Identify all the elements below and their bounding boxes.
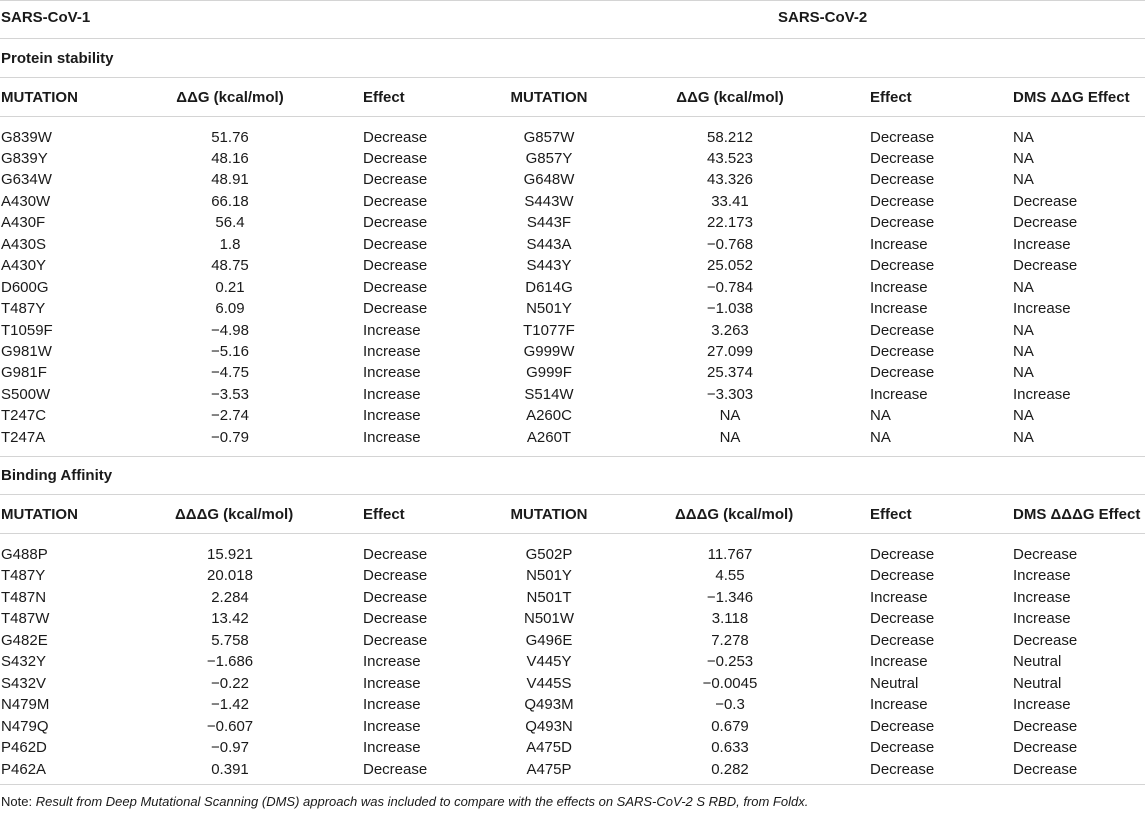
table-cell: 56.4 — [215, 214, 245, 232]
table-cell: Decrease — [363, 300, 428, 318]
table-cell: N501Y — [526, 567, 572, 584]
table-row — [0, 191, 1145, 213]
table-cell: −1.42 — [211, 696, 249, 713]
table-row — [0, 362, 1145, 384]
table-row — [0, 651, 1145, 673]
table-cell: 6.09 — [215, 300, 245, 318]
top-rule — [0, 0, 1145, 1]
table-cell: Decrease — [363, 214, 428, 232]
table-cell: Decrease — [1013, 545, 1078, 563]
table-cell: T247C — [1, 407, 47, 425]
table-cell: 2.284 — [211, 588, 249, 606]
table-cell: Decrease — [870, 631, 935, 649]
table-cell: T1059F — [1, 321, 53, 339]
table-cell: 0.21 — [215, 278, 245, 296]
table-cell: A260T — [526, 428, 572, 446]
table-cell: Increase — [363, 407, 421, 425]
table-cell: G502P — [525, 545, 573, 563]
table-cell: G999W — [523, 343, 575, 360]
table-cell: V445Y — [526, 653, 572, 670]
table-row — [0, 298, 1145, 320]
table-row — [0, 694, 1145, 716]
table-cell: N479M — [1, 696, 50, 713]
table-cell: Decrease — [363, 257, 428, 275]
table-cell: G981F — [1, 364, 47, 382]
table-cell: Increase — [870, 696, 928, 713]
table-cell: N501W — [523, 610, 575, 627]
virus-header-sars-cov-2: SARS-CoV-2 — [778, 9, 868, 26]
table-cell: A260C — [526, 407, 572, 425]
table-cell: V445S — [526, 674, 572, 692]
table-cell: Increase — [1013, 588, 1071, 606]
table-cell: S432Y — [1, 653, 47, 670]
table-cell: G857W — [523, 128, 575, 146]
table-cell: NA — [1013, 171, 1034, 189]
table-cell: Decrease — [1013, 760, 1078, 778]
table-cell: Neutral — [1013, 674, 1062, 692]
table-cell: −3.53 — [211, 385, 249, 403]
column-header: DMS ΔΔΔG Effect — [1013, 506, 1141, 523]
table-cell: Decrease — [870, 257, 935, 275]
table-cell: 43.326 — [707, 171, 753, 189]
table-cell: Decrease — [870, 321, 935, 339]
table-footnote — [1, 793, 808, 810]
table-row — [0, 148, 1145, 170]
column-header: Effect — [363, 506, 405, 523]
table-cell: 4.55 — [715, 567, 745, 584]
virus-header-sars-cov-1: SARS-CoV-1 — [1, 9, 91, 26]
column-header: ΔΔΔG (kcal/mol) — [675, 506, 794, 523]
table-cell: NA — [1013, 128, 1034, 146]
table-cell: NA — [1013, 407, 1034, 425]
table-cell: Increase — [870, 385, 928, 403]
table-cell: D600G — [1, 278, 49, 296]
table-cell: −4.98 — [211, 321, 249, 339]
table-cell: A430W — [1, 192, 51, 210]
column-header-rule — [0, 116, 1145, 117]
table-cell: 20.018 — [207, 567, 253, 584]
footnote-label: Note: — [1, 794, 33, 809]
table-cell: NA — [1013, 278, 1034, 296]
table-cell: 27.099 — [707, 343, 753, 360]
column-header: Effect — [870, 506, 912, 523]
table-row — [0, 759, 1145, 781]
table-cell: Decrease — [1013, 192, 1078, 210]
table-cell: Decrease — [870, 610, 935, 627]
table-cell: Decrease — [363, 171, 428, 189]
table-cell: 0.391 — [211, 760, 249, 778]
table-cell: T487W — [1, 610, 50, 627]
table-cell: N501T — [526, 588, 572, 606]
table-cell: A430F — [1, 214, 46, 232]
table-cell: Q493M — [524, 696, 574, 713]
table-cell: 48.91 — [211, 171, 249, 189]
table-cell: −3.303 — [706, 385, 754, 403]
table-row — [0, 277, 1145, 299]
column-header: MUTATION — [510, 89, 588, 106]
table-cell: NA — [1013, 343, 1034, 360]
table-cell: Decrease — [870, 545, 935, 563]
table-cell: Decrease — [1013, 739, 1078, 756]
table-cell: G839W — [1, 128, 52, 146]
table-cell: 48.16 — [211, 149, 249, 167]
stability-column-headers — [0, 87, 1145, 109]
column-header: ΔΔG (kcal/mol) — [676, 89, 784, 106]
table-row — [0, 608, 1145, 630]
table-cell: −0.79 — [211, 428, 249, 446]
table-cell: Decrease — [870, 343, 935, 360]
table-row — [0, 673, 1145, 695]
column-header: Effect — [363, 89, 405, 106]
table-cell: P462D — [1, 739, 47, 756]
table-cell: 33.41 — [711, 192, 749, 210]
table-cell: 3.118 — [711, 610, 749, 627]
table-cell: Increase — [1013, 610, 1071, 627]
table-cell: S443A — [526, 235, 572, 253]
table-cell: Decrease — [363, 760, 428, 778]
column-header-rule — [0, 533, 1145, 534]
table-cell: 1.8 — [219, 235, 241, 253]
table-cell: Increase — [363, 696, 421, 713]
column-header: Effect — [870, 89, 912, 106]
table-cell: Decrease — [363, 128, 428, 146]
table-cell: −1.346 — [706, 588, 754, 606]
table-cell: Increase — [870, 278, 928, 296]
table-row — [0, 341, 1145, 363]
table-cell: NA — [1013, 428, 1034, 446]
column-header: ΔΔG (kcal/mol) — [176, 89, 284, 106]
table-cell: 3.263 — [711, 321, 749, 339]
table-cell: 48.75 — [211, 257, 249, 275]
table-cell: T487Y — [1, 300, 46, 318]
table-row — [0, 427, 1145, 449]
table-cell: P462A — [1, 760, 47, 778]
table-cell: 5.758 — [211, 631, 249, 649]
table-cell: Increase — [1013, 567, 1071, 584]
table-cell: T487N — [1, 588, 47, 606]
table-cell: −0.3 — [715, 696, 745, 713]
table-cell: 43.523 — [707, 149, 753, 167]
table-cell: Decrease — [1013, 631, 1078, 649]
table-cell: Increase — [363, 428, 421, 446]
table-cell: 0.679 — [711, 717, 749, 735]
table-cell: Increase — [363, 364, 421, 382]
table-cell: Increase — [870, 588, 928, 606]
table-cell: Q493N — [525, 717, 573, 735]
table-cell: −2.74 — [211, 407, 249, 425]
column-header: MUTATION — [510, 506, 588, 523]
table-cell: G857Y — [525, 149, 573, 167]
column-header: MUTATION — [1, 506, 78, 523]
table-row — [0, 737, 1145, 759]
table-cell: −0.22 — [211, 674, 249, 692]
table-cell: G482E — [1, 631, 48, 649]
table-cell: Decrease — [363, 567, 428, 584]
table-cell: −0.97 — [211, 739, 249, 756]
table-cell: Decrease — [363, 278, 428, 296]
table-cell: G488P — [1, 545, 48, 563]
table-cell: N479Q — [1, 717, 49, 735]
table-cell: Increase — [1013, 300, 1071, 318]
table-cell: Decrease — [870, 760, 935, 778]
table-cell: 7.278 — [711, 631, 749, 649]
table-cell: Neutral — [870, 674, 919, 692]
section-title-binding-affinity: Binding Affinity — [1, 467, 113, 484]
table-cell: Increase — [363, 343, 421, 360]
table-row — [0, 320, 1145, 342]
table-cell: 0.282 — [711, 760, 749, 778]
table-cell: Increase — [363, 321, 421, 339]
table-cell: −0.768 — [706, 235, 754, 253]
table-cell: S443Y — [526, 257, 572, 275]
table-cell: 15.921 — [207, 545, 253, 563]
table-cell: NA — [870, 407, 891, 425]
table-cell: Decrease — [870, 364, 935, 382]
table-cell: D614G — [525, 278, 573, 296]
table-row — [0, 716, 1145, 738]
table-cell: −4.75 — [211, 364, 249, 382]
table-cell: Decrease — [363, 192, 428, 210]
table-cell: G496E — [525, 631, 573, 649]
table-cell: −5.16 — [211, 343, 249, 360]
section-rule — [0, 494, 1145, 495]
table-row — [0, 630, 1145, 652]
table-cell: S432V — [1, 674, 47, 692]
table-cell: 58.212 — [707, 128, 753, 146]
table-cell: Decrease — [363, 610, 428, 627]
table-cell: −1.686 — [206, 653, 254, 670]
table-row — [0, 544, 1145, 566]
table-cell: Decrease — [870, 192, 935, 210]
table-cell: N501Y — [526, 300, 572, 318]
table-cell: T487Y — [1, 567, 46, 584]
table-cell: Increase — [363, 674, 421, 692]
table-cell: Decrease — [870, 567, 935, 584]
table-cell: S443W — [524, 192, 574, 210]
table-row — [0, 565, 1145, 587]
table-cell: −0.607 — [206, 717, 254, 735]
table-cell: S500W — [1, 385, 51, 403]
table-cell: 51.76 — [211, 128, 249, 146]
table-cell: Decrease — [870, 717, 935, 735]
table-cell: Decrease — [870, 128, 935, 146]
table-cell: G999F — [526, 364, 572, 382]
binding-column-headers — [0, 504, 1145, 526]
footnote-text: Result from Deep Mutational Scanning (DMS) approach was included to compare with the effects on SARS-CoV-2 S RBD, from Foldx. — [35, 794, 809, 809]
table-cell: G648W — [523, 171, 575, 189]
table-cell: 13.42 — [211, 610, 249, 627]
table-cell: T1077F — [523, 321, 575, 339]
table-row — [0, 405, 1145, 427]
table-cell: Decrease — [870, 739, 935, 756]
table-cell: −0.0045 — [702, 674, 758, 692]
table-row — [0, 169, 1145, 191]
table-cell: Decrease — [363, 545, 428, 563]
table-cell: Increase — [870, 653, 928, 670]
table-cell: Increase — [363, 385, 421, 403]
table-cell: Increase — [363, 717, 421, 735]
table-cell: A430S — [1, 235, 47, 253]
table-cell: −1.038 — [706, 300, 754, 318]
table-cell: NA — [1013, 149, 1034, 167]
table-row — [0, 212, 1145, 234]
section-title-protein-stability: Protein stability — [1, 50, 114, 67]
table-cell: Decrease — [363, 235, 428, 253]
table-row — [0, 587, 1145, 609]
table-cell: NA — [719, 407, 741, 425]
table-cell: A475P — [526, 760, 572, 778]
table-cell: Increase — [363, 739, 421, 756]
table-cell: Increase — [1013, 235, 1071, 253]
table-row — [0, 234, 1145, 256]
table-cell: A475D — [526, 739, 572, 756]
table-cell: Decrease — [870, 171, 935, 189]
table-cell: Decrease — [1013, 214, 1078, 232]
table-cell: NA — [1013, 321, 1034, 339]
table-cell: −0.784 — [706, 278, 754, 296]
table-cell: Neutral — [1013, 653, 1062, 670]
section-rule — [0, 77, 1145, 78]
column-header: ΔΔΔG (kcal/mol) — [175, 506, 294, 523]
section-rule — [0, 456, 1145, 457]
header-rule — [0, 38, 1145, 39]
bottom-rule — [0, 784, 1145, 785]
table-cell: Decrease — [1013, 717, 1078, 735]
column-header: DMS ΔΔG Effect — [1013, 89, 1130, 106]
table-cell: T247A — [1, 428, 46, 446]
table-row — [0, 127, 1145, 149]
table-cell: Decrease — [363, 588, 428, 606]
table-row — [0, 255, 1145, 277]
table-cell: A430Y — [1, 257, 47, 275]
table-cell: Decrease — [363, 631, 428, 649]
table-cell: 22.173 — [707, 214, 753, 232]
table-cell: Decrease — [870, 214, 935, 232]
table-cell: Decrease — [363, 149, 428, 167]
table-cell: 0.633 — [711, 739, 749, 756]
table-cell: G634W — [1, 171, 52, 189]
table-cell: Decrease — [870, 149, 935, 167]
table-cell: Increase — [870, 300, 928, 318]
table-cell: G839Y — [1, 149, 48, 167]
table-cell: NA — [1013, 364, 1034, 382]
table-cell: NA — [719, 428, 741, 446]
table-cell: S443F — [526, 214, 572, 232]
table-cell: Decrease — [1013, 257, 1078, 275]
table-cell: Increase — [1013, 385, 1071, 403]
column-header: MUTATION — [1, 89, 78, 106]
table-cell: S514W — [524, 385, 574, 403]
table-cell: G981W — [1, 343, 52, 360]
table-cell: 66.18 — [211, 192, 249, 210]
table-cell: Increase — [363, 653, 421, 670]
table-cell: 11.767 — [707, 545, 753, 563]
table-row — [0, 384, 1145, 406]
table-cell: −0.253 — [706, 653, 754, 670]
table-cell: Increase — [1013, 696, 1071, 713]
table-cell: Increase — [870, 235, 928, 253]
table-cell: 25.052 — [707, 257, 753, 275]
table-cell: NA — [870, 428, 891, 446]
table-cell: 25.374 — [707, 364, 753, 382]
